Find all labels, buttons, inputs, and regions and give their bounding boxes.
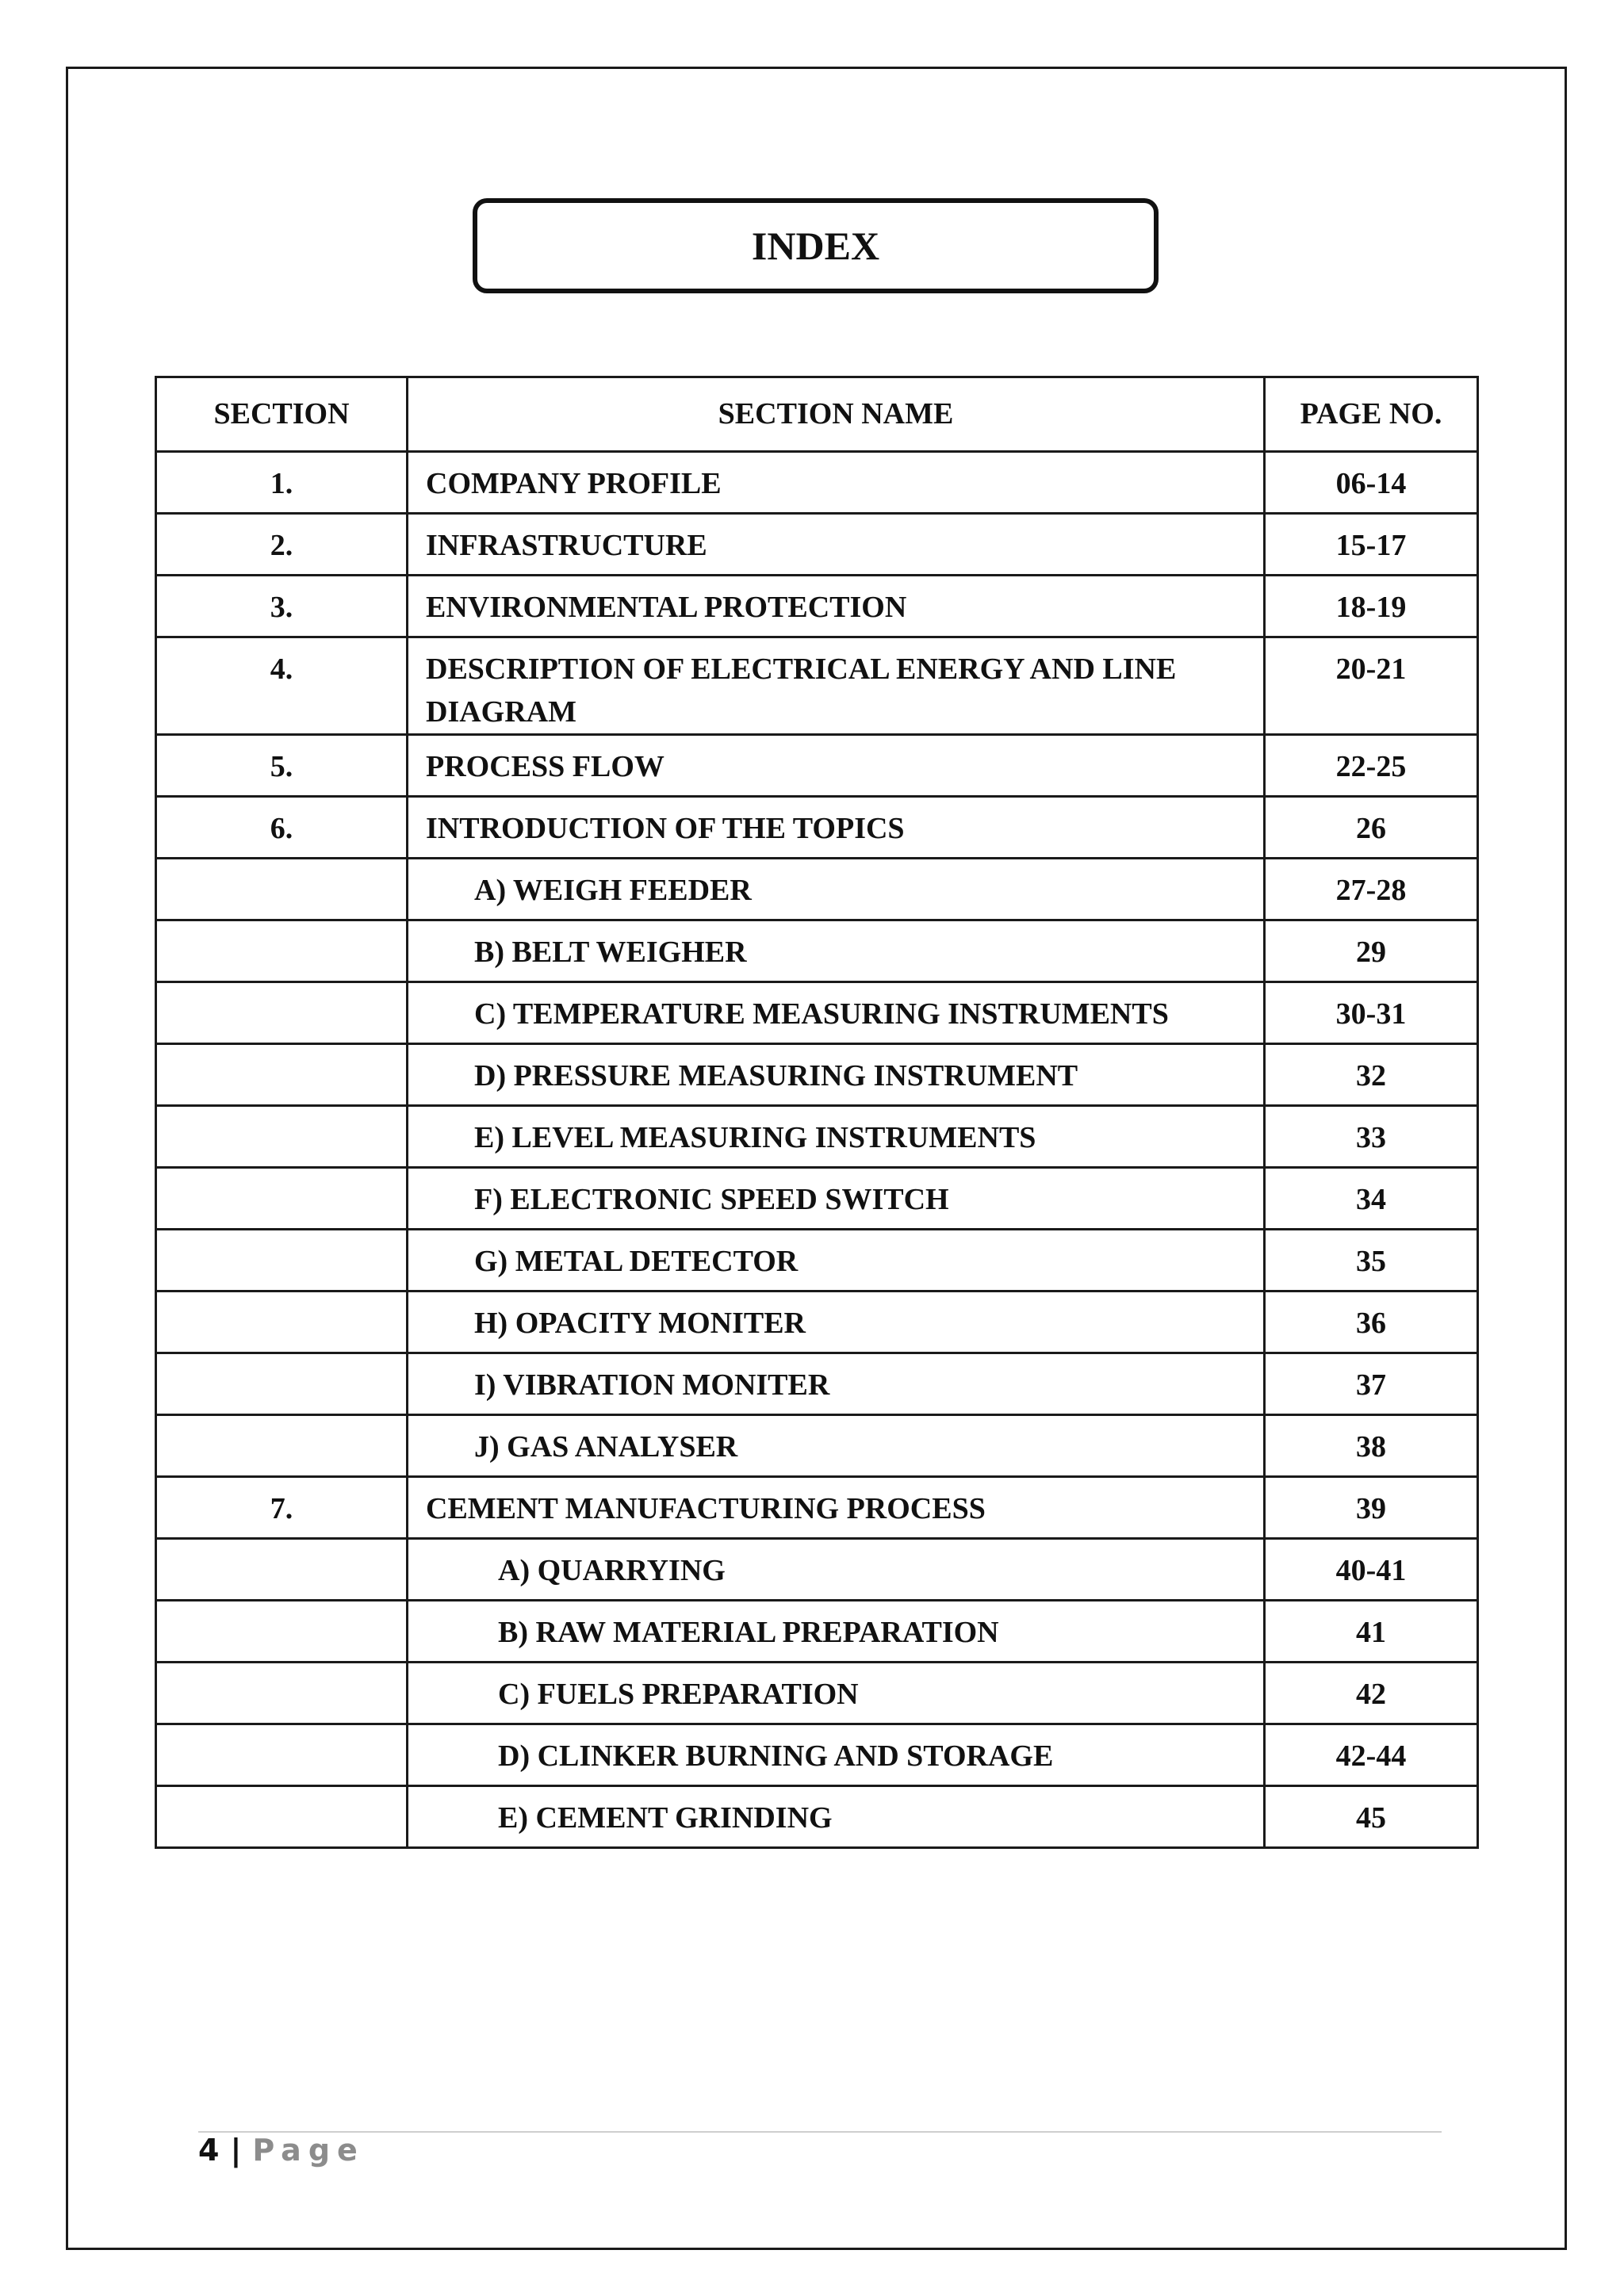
footer-page-number: 4 bbox=[198, 2133, 220, 2168]
section-number bbox=[156, 1168, 408, 1230]
section-number: 5. bbox=[156, 735, 408, 797]
footer-separator: | bbox=[230, 2133, 242, 2168]
table-row bbox=[156, 1477, 1478, 1539]
section-number bbox=[156, 1044, 408, 1106]
subsection-name: B) RAW MATERIAL PREPARATION bbox=[408, 1601, 1265, 1663]
subsection-name: B) BELT WEIGHER bbox=[408, 920, 1265, 982]
section-number bbox=[156, 982, 408, 1044]
page-number: 22-25 bbox=[1265, 735, 1478, 797]
page-number: 18-19 bbox=[1265, 576, 1478, 637]
footer-divider bbox=[198, 2131, 1442, 2133]
page-number: 38 bbox=[1265, 1415, 1478, 1477]
page-number: 45 bbox=[1265, 1786, 1478, 1848]
section-name: COMPANY PROFILE bbox=[408, 452, 1265, 514]
section-name: INTRODUCTION OF THE TOPICS bbox=[408, 797, 1265, 859]
table-row bbox=[156, 920, 1478, 982]
table-row bbox=[156, 1539, 1478, 1601]
section-number: 2. bbox=[156, 514, 408, 576]
page-number: 15-17 bbox=[1265, 514, 1478, 576]
index-table bbox=[155, 376, 1479, 1849]
subsection-name: G) METAL DETECTOR bbox=[408, 1230, 1265, 1292]
subsection-name: E) CEMENT GRINDING bbox=[408, 1786, 1265, 1848]
subsection-name: I) VIBRATION MONITER bbox=[408, 1353, 1265, 1415]
section-number bbox=[156, 1724, 408, 1786]
subsection-name: H) OPACITY MONITER bbox=[408, 1292, 1265, 1353]
table-row bbox=[156, 1044, 1478, 1106]
page-number: 35 bbox=[1265, 1230, 1478, 1292]
footer-page-label: Page bbox=[252, 2133, 365, 2168]
table-row bbox=[156, 1415, 1478, 1477]
table-row bbox=[156, 1230, 1478, 1292]
page-number: 36 bbox=[1265, 1292, 1478, 1353]
table-row bbox=[156, 514, 1478, 576]
section-number: 1. bbox=[156, 452, 408, 514]
page-number: 27-28 bbox=[1265, 859, 1478, 920]
subsection-name: D) PRESSURE MEASURING INSTRUMENT bbox=[408, 1044, 1265, 1106]
subsection-name: A) QUARRYING bbox=[408, 1539, 1265, 1601]
page-number: 32 bbox=[1265, 1044, 1478, 1106]
section-number bbox=[156, 1415, 408, 1477]
subsection-name: F) ELECTRONIC SPEED SWITCH bbox=[408, 1168, 1265, 1230]
section-number bbox=[156, 1106, 408, 1168]
table-row bbox=[156, 982, 1478, 1044]
page-number: 39 bbox=[1265, 1477, 1478, 1539]
subsection-name: D) CLINKER BURNING AND STORAGE bbox=[408, 1724, 1265, 1786]
page-number: 29 bbox=[1265, 920, 1478, 982]
table-header-row bbox=[156, 377, 1478, 452]
table-row bbox=[156, 1601, 1478, 1663]
subsection-name: C) TEMPERATURE MEASURING INSTRUMENTS bbox=[408, 982, 1265, 1044]
page-number: 40-41 bbox=[1265, 1539, 1478, 1601]
table-row bbox=[156, 797, 1478, 859]
header-section-name: SECTION NAME bbox=[408, 377, 1265, 452]
page-title: INDEX bbox=[751, 224, 880, 268]
table-row bbox=[156, 637, 1478, 735]
section-name: DESCRIPTION OF ELECTRICAL ENERGY AND LINE DIAGRAM bbox=[408, 637, 1265, 735]
table-row bbox=[156, 1786, 1478, 1848]
subsection-name: C) FUELS PREPARATION bbox=[408, 1663, 1265, 1724]
section-name: ENVIRONMENTAL PROTECTION bbox=[408, 576, 1265, 637]
table-row bbox=[156, 1106, 1478, 1168]
table-row bbox=[156, 859, 1478, 920]
section-number: 6. bbox=[156, 797, 408, 859]
section-name: INFRASTRUCTURE bbox=[408, 514, 1265, 576]
section-number bbox=[156, 1601, 408, 1663]
table-row bbox=[156, 1168, 1478, 1230]
table-row bbox=[156, 576, 1478, 637]
page-number: 33 bbox=[1265, 1106, 1478, 1168]
page-number: 30-31 bbox=[1265, 982, 1478, 1044]
page-number: 34 bbox=[1265, 1168, 1478, 1230]
section-number bbox=[156, 859, 408, 920]
section-number bbox=[156, 1663, 408, 1724]
section-number bbox=[156, 1292, 408, 1353]
table-row bbox=[156, 735, 1478, 797]
section-number bbox=[156, 920, 408, 982]
section-number bbox=[156, 1786, 408, 1848]
page-number: 06-14 bbox=[1265, 452, 1478, 514]
subsection-name: J) GAS ANALYSER bbox=[408, 1415, 1265, 1477]
page-footer bbox=[198, 2133, 365, 2168]
section-name: CEMENT MANUFACTURING PROCESS bbox=[408, 1477, 1265, 1539]
table-row bbox=[156, 452, 1478, 514]
header-page-no: PAGE NO. bbox=[1265, 377, 1478, 452]
subsection-name: A) WEIGH FEEDER bbox=[408, 859, 1265, 920]
section-number bbox=[156, 1353, 408, 1415]
table-row bbox=[156, 1724, 1478, 1786]
table-row bbox=[156, 1663, 1478, 1724]
table-row bbox=[156, 1292, 1478, 1353]
section-name: PROCESS FLOW bbox=[408, 735, 1265, 797]
section-number bbox=[156, 1539, 408, 1601]
page-number: 41 bbox=[1265, 1601, 1478, 1663]
page-number: 26 bbox=[1265, 797, 1478, 859]
page-number: 37 bbox=[1265, 1353, 1478, 1415]
subsection-name: E) LEVEL MEASURING INSTRUMENTS bbox=[408, 1106, 1265, 1168]
section-number bbox=[156, 1230, 408, 1292]
header-section: SECTION bbox=[156, 377, 408, 452]
index-title-box bbox=[473, 198, 1159, 293]
section-number: 4. bbox=[156, 637, 408, 735]
page-number: 20-21 bbox=[1265, 637, 1478, 735]
section-number: 7. bbox=[156, 1477, 408, 1539]
section-number: 3. bbox=[156, 576, 408, 637]
table-row bbox=[156, 1353, 1478, 1415]
page-number: 42 bbox=[1265, 1663, 1478, 1724]
page-number: 42-44 bbox=[1265, 1724, 1478, 1786]
